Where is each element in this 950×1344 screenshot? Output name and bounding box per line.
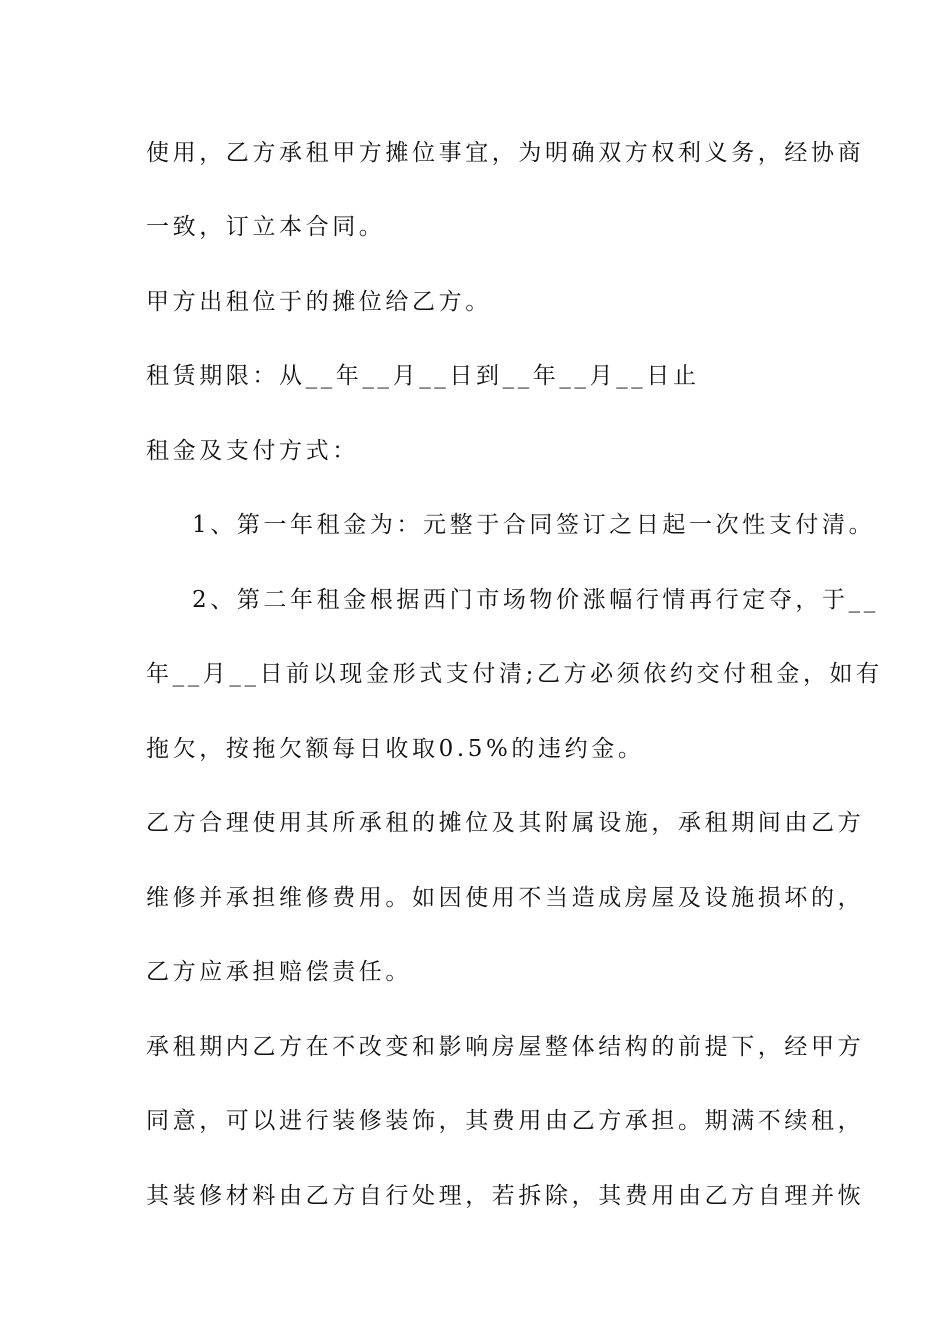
text-line: 其装修材料由乙方自行处理，若拆除，其费用由乙方自理并恢 — [146, 1183, 865, 1209]
text-line: 乙方合理使用其所承租的摊位及其附属设施，承租期间由乙方 — [146, 810, 865, 836]
text-line: 同意，可以进行装修装饰，其费用由乙方承担。期满不续租， — [146, 1108, 865, 1134]
text-line: 拖欠，按拖欠额每日收取0.5%的违约金。 — [146, 736, 645, 762]
text-line: 租赁期限：从__年__月__日到__年__月__日止 — [146, 363, 700, 389]
text-line: 一致，订立本合同。 — [146, 214, 386, 240]
text-line: 年__月__日前以现金形式支付清;乙方必须依约交付租金，如有 — [146, 661, 883, 687]
text-line: 甲方出租位于的摊位给乙方。 — [146, 289, 492, 315]
text-line: 使用，乙方承租甲方摊位事宜，为明确双方权利义务，经协商 — [146, 140, 865, 166]
text-line: 2、第二年租金根据西门市场物价涨幅行情再行定夺，于__ — [192, 587, 879, 613]
text-line: 租金及支付方式： — [146, 438, 359, 464]
text-line: 乙方应承担赔偿责任。 — [146, 959, 412, 985]
text-line: 1、第一年租金为：元整于合同签订之日起一次性支付清。 — [192, 512, 876, 538]
text-line: 维修并承担维修费用。如因使用不当造成房屋及设施损坏的， — [146, 885, 865, 911]
text-line: 承租期内乙方在不改变和影响房屋整体结构的前提下，经甲方 — [146, 1034, 865, 1060]
